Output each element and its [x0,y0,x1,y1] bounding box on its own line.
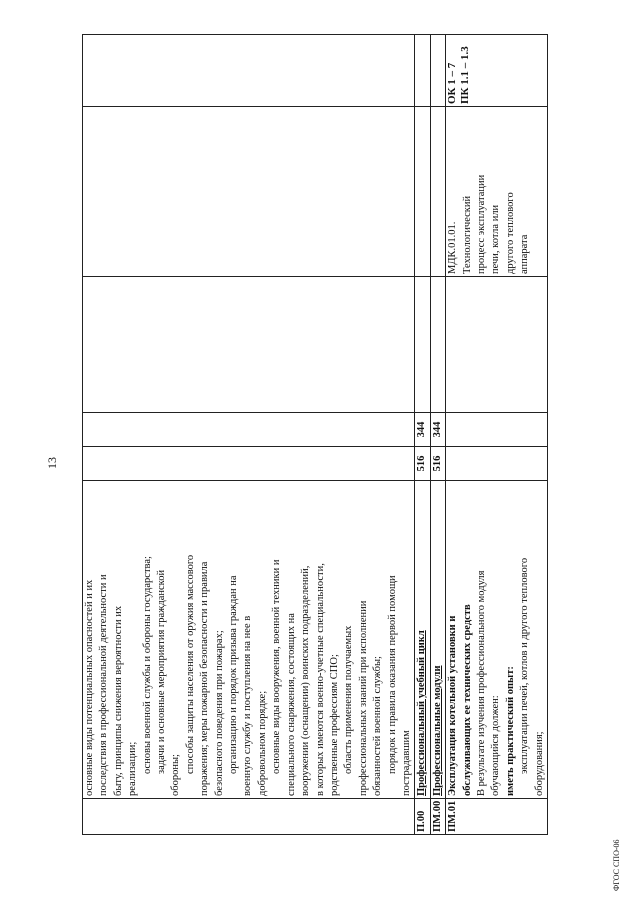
empty-cell [430,277,445,413]
pm01-title-line: обслуживающих ее технических средств [461,604,473,796]
continuation-line: безопасного поведения при пожарах; [213,630,225,796]
competence-cell [446,35,548,107]
continuation-line: порядок и правила оказания первой помощи [386,575,398,774]
continuation-line: вооружении (оснащении) воинских подразделений, [300,565,312,796]
footer-code: ФГОС СПО-06 [612,839,621,891]
continuation-line: область применения получаемых [343,625,355,774]
empty-cell [430,107,445,277]
hours-obligatory-cell [446,413,548,447]
competence-code: ПК 1.1 – 1.3 [459,46,472,104]
hours-max-cell [83,447,415,481]
hours-max-cell [446,447,548,481]
continuation-text [83,481,415,799]
row-code: ПМ.01 [446,799,548,835]
mdk-cell [83,107,415,277]
row-label: Профессиональные модули [430,481,445,799]
continuation-line: обороны; [170,754,182,796]
empty-cell [446,277,548,413]
table-row-pm00 [430,35,445,835]
competence-code: ОК 1 – 7 [446,62,459,104]
empty-cell [415,277,430,413]
continuation-line: способы защиты населения от оружия массового [184,554,196,774]
table-row-p00 [415,35,430,835]
mdk-line: другого теплового [504,192,516,274]
hours-obligatory: 344 [430,413,445,447]
continuation-line: основные виды потенциальных опасностей и их [84,579,95,796]
continuation-line: основные виды вооружения, военной техники и [271,559,283,774]
table-row-continuation [83,35,415,835]
continuation-line: организацию и порядок призыва граждан на [228,575,240,774]
curriculum-table [82,34,548,835]
mdk-line: процесс эксплуатации [475,174,487,274]
hours-obligatory-cell [83,413,415,447]
continuation-line: пострадавшим [400,730,412,796]
continuation-line: в которых имеются военно-учетные специальности, [314,563,326,796]
practice-line: оборудования; [533,731,545,796]
continuation-line: поражения; меры пожарной безопасности и правила [199,561,211,796]
row-label: Профессиональный учебный цикл [415,481,430,799]
hours-max: 516 [415,447,430,481]
practice-heading: иметь практический опыт: [504,666,516,796]
continuation-line: быту, принципы снижения вероятности их [112,605,124,796]
continuation-line: добровольном порядке; [256,690,268,796]
continuation-line: основы военной службы и обороны государства; [141,556,153,774]
code-cell [83,799,415,835]
mdk-line: аппарата [519,234,531,274]
empty-cell [415,35,430,107]
empty-cell [415,107,430,277]
mdk-line: печи, котла или [490,204,502,274]
continuation-line: последствия в профессиональной деятельности и [98,574,110,796]
hours-max: 516 [430,447,445,481]
row-code: ПМ.00 [430,799,445,835]
table-row-pm01 [446,35,548,835]
page-number: 13 [45,457,59,469]
continuation-lines [83,483,414,796]
mdk-cell [446,107,548,277]
continuation-line: обязанностей военной службы; [372,656,384,796]
hours-obligatory: 344 [415,413,430,447]
pm01-description [446,481,548,799]
empty-cell [83,277,415,413]
continuation-line: военную службу и поступления на нее в [242,615,254,796]
pm01-intro-line: В результате изучения профессионального модуля [475,570,487,796]
pm01-title-line: Эксплуатация котельной установки и [447,615,459,796]
practice-line: эксплуатации печей, котлов и другого теплового [519,557,531,774]
continuation-line: специального снаряжения, состоящих на [285,613,297,796]
mdk-line: МДК.01.01. [447,221,459,274]
pm01-intro-line: обучающийся должен: [490,695,502,796]
continuation-line: задачи и основные мероприятия гражданской [156,569,168,774]
continuation-line: родственные профессиям СПО; [328,654,340,796]
continuation-line: профессиональных знаний при исполнении [357,600,369,796]
mdk-line: Технологический [461,195,473,274]
competence-cell [83,35,415,107]
continuation-line: реализации; [127,741,139,796]
empty-cell [430,35,445,107]
row-code: П.00 [415,799,430,835]
